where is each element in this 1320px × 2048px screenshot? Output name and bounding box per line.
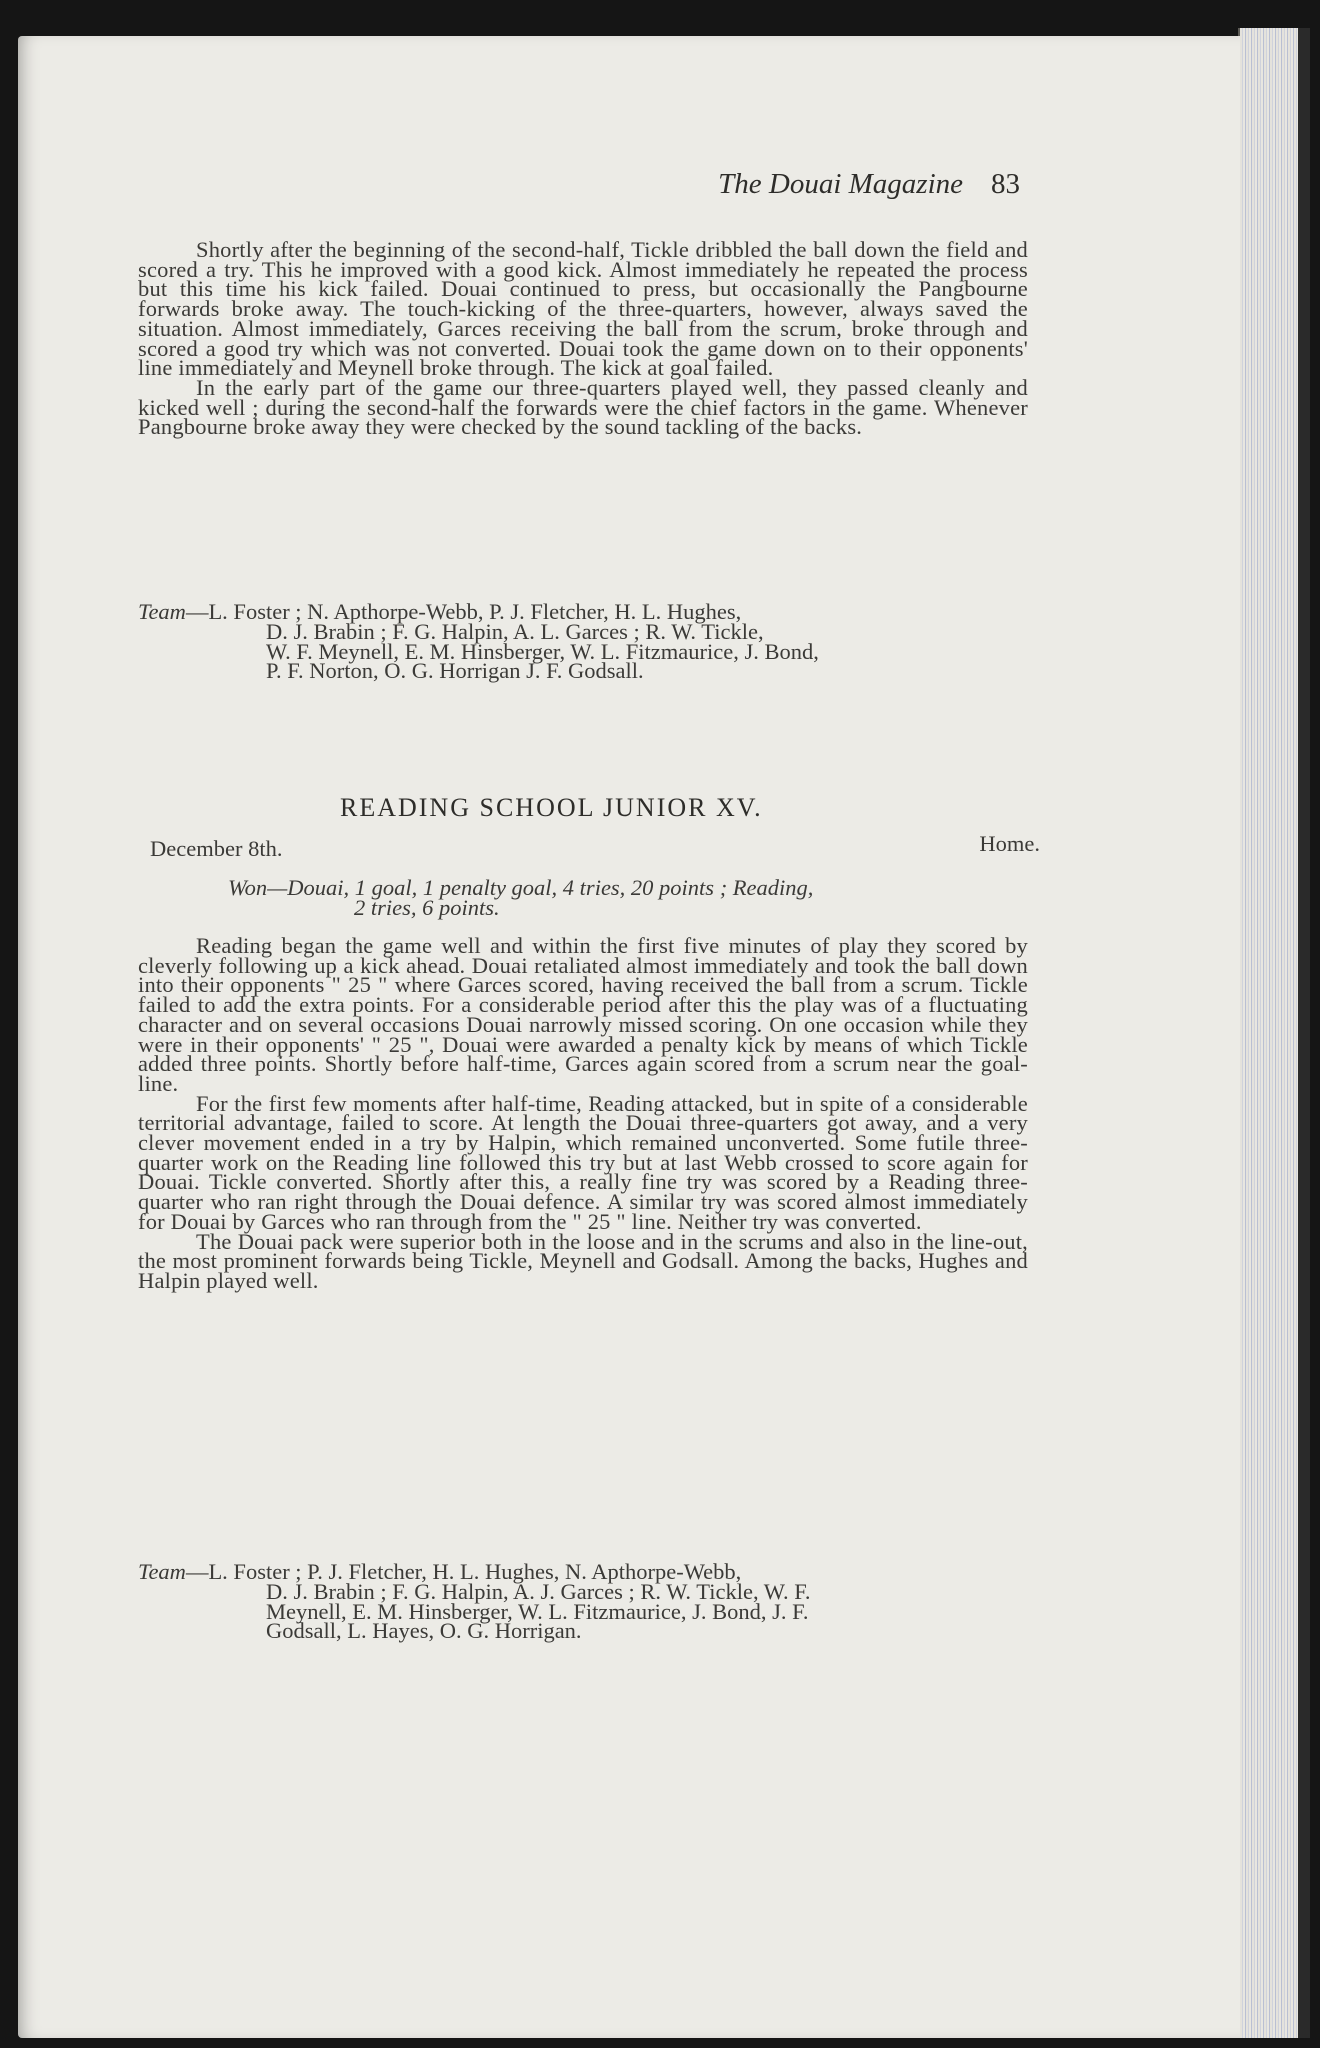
team-line-text: L. Foster ; N. Apthorpe-Webb, P. J. Fletcher, H. L. Hughes, (208, 599, 742, 624)
page-edges (1238, 28, 1310, 2038)
reading-report (138, 933, 1028, 1293)
match-date: December 8th. (150, 836, 283, 861)
pangbourne-report (138, 237, 1028, 440)
team-line-text: D. J. Brabin ; F. G. Halpin, A. J. Garces ; R. W. Tickle, W. F. (266, 1578, 811, 1604)
team-line-text: Godsall, L. Hayes, O. G. Horrigan. (266, 1618, 582, 1644)
team-label: Team (138, 599, 186, 624)
section-heading: READING SCHOOL JUNIOR XV. (340, 793, 763, 822)
team-line-text: P. F. Norton, O. G. Horrigan J. F. Godsall. (266, 658, 644, 684)
team-line-text: L. Foster ; P. J. Fletcher, H. L. Hughes, N. Apthorpe-Webb, (208, 1559, 742, 1584)
team-line: Team—L. Foster ; P. J. Fletcher, H. L. Hughes, N. Apthorpe-Webb, (138, 1559, 742, 1584)
team-line-text: D. J. Brabin ; F. G. Halpin, A. L. Garces ; R. W. Tickle, (266, 618, 764, 644)
reading-team (138, 1559, 1028, 1644)
magazine-title: The Douai Magazine (718, 168, 963, 200)
team-line: Team—L. Foster ; N. Apthorpe-Webb, P. J. Fletcher, H. L. Hughes, (138, 599, 742, 624)
date-line (150, 831, 1040, 862)
pangbourne-team (138, 599, 1028, 684)
team-line-text: W. F. Meynell, E. M. Hinsberger, W. L. Fitzmaurice, J. Bond, (266, 638, 819, 664)
result-line: 2 tries, 6 points. (354, 895, 500, 920)
result-word: Won (228, 875, 268, 900)
result-line: Douai, 1 goal, 1 penalty goal, 4 tries, 20 points ; Reading, (287, 875, 814, 900)
match-venue: Home. (979, 831, 1040, 856)
team-label: Team (138, 1559, 186, 1584)
team-line-text: Meynell, E. M. Hinsberger, W. L. Fitzmaurice, J. Bond, J. F. (266, 1598, 809, 1624)
report-paragraph: Reading began the game well and within the first five minutes of play they scored by cleverly following up a kick ahead. Douai retaliated almost immediately and took the ball down into their opponents " 25 " where Garces scored, having received the ball from a scrum. Tickle failed to add the extra points. For a considerable period after this the play was of a fluctuating character and on several occasions Douai narrowly missed scoring. On one occasion while they were in their opponents' " 25 ", Douai were awarded a penalty kick by means of which Tickle added three points. Shortly before half-time, Garces again scored from a scrum near the goal-line. (138, 933, 1028, 1096)
page-number: 83 (991, 168, 1020, 200)
match-result: Won—Douai, 1 goal, 1 penalty goal, 4 tries, 20 points ; Reading, 2 tries, 6 points. (228, 878, 1028, 918)
report-paragraph: The Douai pack were superior both in the loose and in the scrums and also in the line-out, the most prominent forwards being Tickle, Meynell and Godsall. Among the backs, Hughes and Halpin played well. (138, 1228, 1028, 1293)
running-head (660, 168, 1020, 201)
report-paragraph: In the early part of the game our three-quarters played well, they passed cleanly and kicked well ; during the second-half the forwards were the chief factors in the game. Whenever Pangbourne broke away they were checked by the sound tackling of the backs. (138, 374, 1028, 440)
report-paragraph: For the first few moments after half-time, Reading attacked, but in spite of a considerable territorial advantage, failed to score. At length the Douai three-quarters got away, and a very clever movement ended in a try by Halpin, which remained unconverted. Some futile three-quarter work on the Reading line followed this try but at last Webb crossed to score again for Douai. Tickle converted. Shortly after this, a really fine try was scored by a Reading three-quarter who ran right through the Douai defence. A similar try was scored almost immediately for Douai by Garces who ran through from the " 25 " line. Neither try was converted. (138, 1090, 1028, 1234)
report-paragraph: Shortly after the beginning of the second-half, Tickle dribbled the ball down the field and scored a try. This he improved with a good kick. Almost immediately he repeated the process but this time his kick failed. Douai continued to press, but occasionally the Pangbourne forwards broke away. The touch-kicking of the three-quarters, however, always saved the situation. Almost immediately, Garces receiving the ball from the scrum, broke through and scored a good try which was not converted. Douai took the game down on to their opponents' line immediately and Meynell broke through. The kick at goal failed. (138, 237, 1028, 381)
